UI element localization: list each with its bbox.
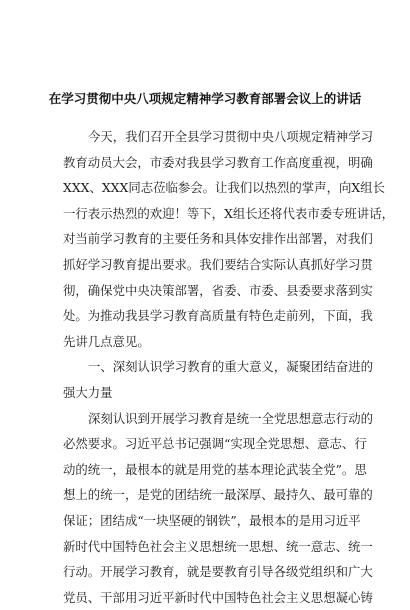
paragraph-line: 党员、干部用习近平新时代中国特色社会主义思想凝心铸: [63, 589, 373, 605]
document-title: 在学习贯彻中央八项规定精神学习教育部署会议上的讲话: [48, 91, 362, 106]
section-heading-line: 强大力量: [63, 384, 113, 400]
paragraph-line: 今天，我们召开全县学习贯彻中央八项规定精神学习: [88, 129, 373, 144]
paragraph-line: 保证；团结成“一块坚硬的钢铁”，最根本的是用习近平: [63, 512, 361, 528]
paragraph-line: 想上的统一，是党的团结统一最深厚、最持久、最可靠的: [63, 487, 373, 503]
document-body: [63, 124, 394, 610]
paragraph-line: 行动。开展学习教育，就是要教育引导各级党组织和广大: [63, 564, 373, 580]
paragraph-line: 一行表示热烈的欢迎！等下，X组长还将代表市委专班讲话，: [63, 205, 394, 221]
paragraph-line: 抓好学习教育提出要求。我们要结合实际认真抓好学习贯: [63, 256, 373, 272]
paragraph-line: 动的统一，最根本的就是用党的基本理论武装全党”。思: [63, 461, 367, 477]
paragraph-line: 必然要求。习近平总书记强调“实现全党思想、意志、行: [63, 436, 367, 452]
paragraph-line: 先讲几点意见。: [63, 333, 150, 349]
paragraph-line: 教育动员大会，市委对我县学习教育工作高度重视，明确: [63, 154, 373, 170]
paragraph-line: 彻，确保党中央决策部署，省委、市委、县委要求落到实: [63, 282, 373, 298]
paragraph-line: 处。为推动我县学习教育高质量有特色走前列，下面，我: [63, 308, 373, 324]
paragraph-line: 新时代中国特色社会主义思想统一思想、统一意志、统一: [63, 538, 373, 554]
section-heading-line: 一、深刻认识学习教育的重大意义，凝聚团结奋进的: [88, 359, 373, 375]
paragraph-line: 深刻认识到开展学习教育是统一全党思想意志行动的: [88, 410, 373, 426]
paragraph-line: 对当前学习教育的主要任务和具体安排作出部署，对我们: [63, 231, 373, 247]
paragraph-line: XXX、XXX同志莅临参会。让我们以热烈的掌声，向X组长: [63, 180, 385, 196]
